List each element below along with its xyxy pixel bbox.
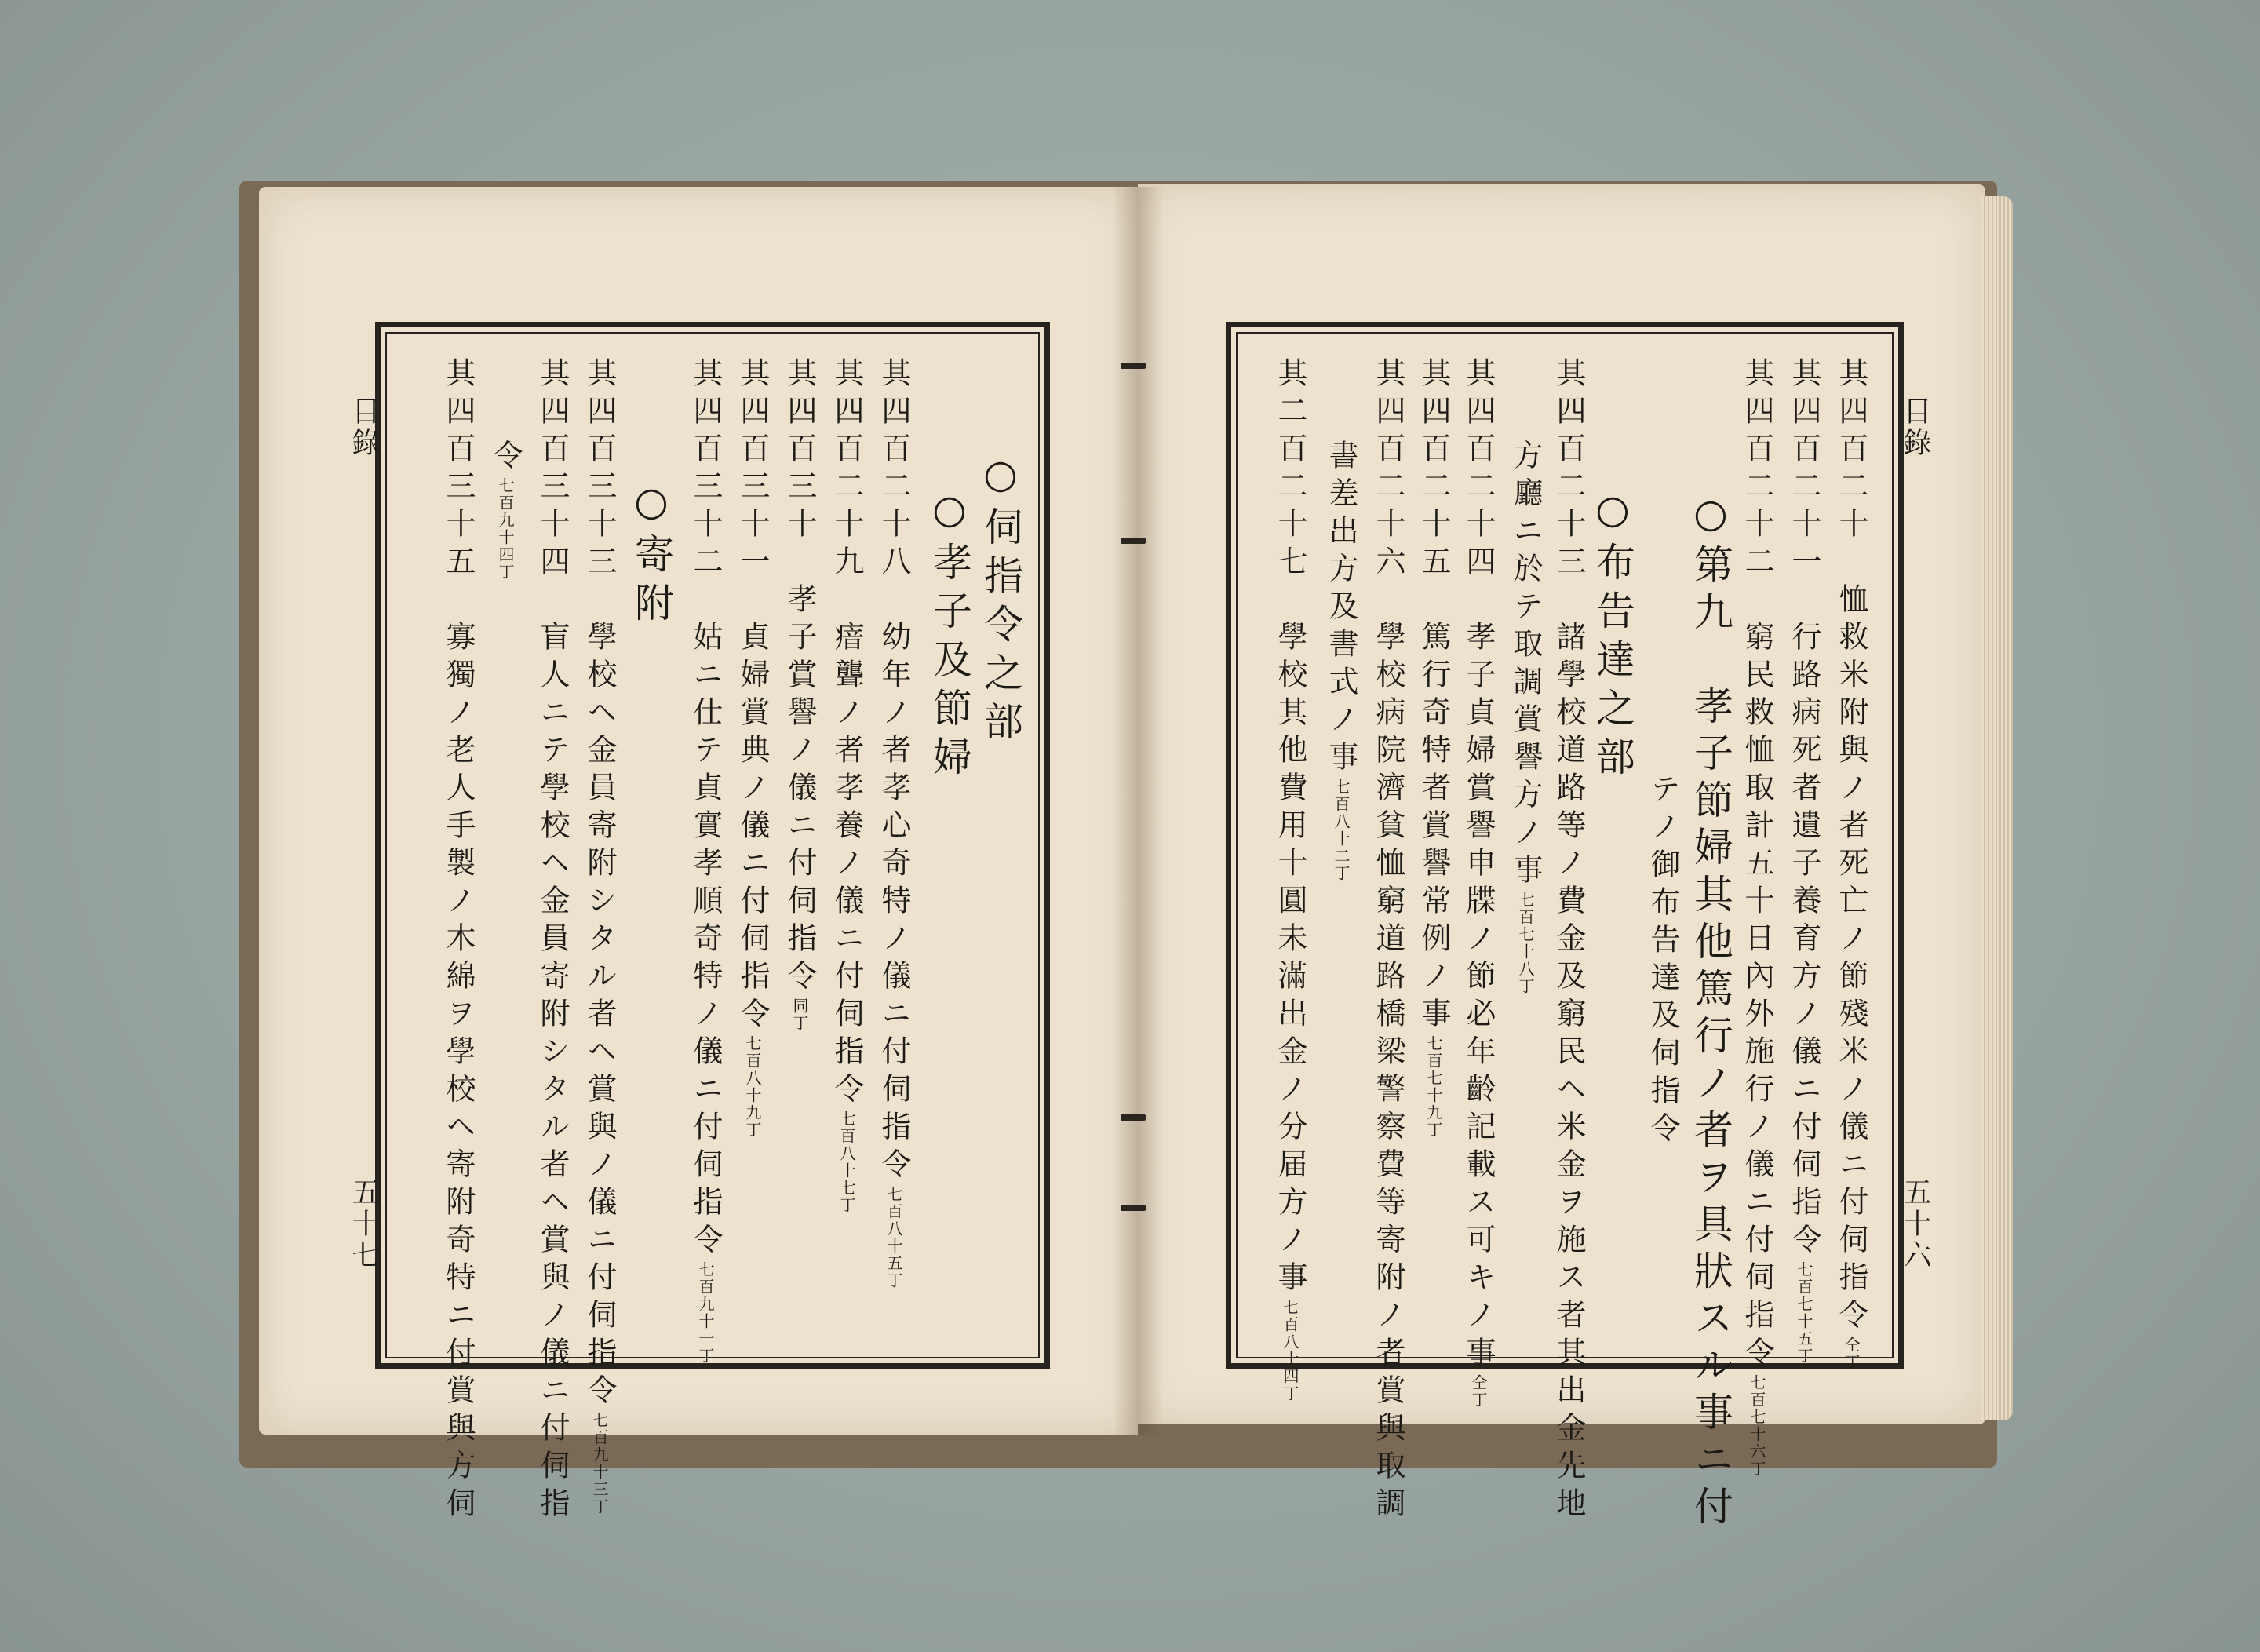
toc-entry: 其四百二十四 孝子貞婦賞譽申牒ノ節必年齡記載ス可キノ事仝丁: [1461, 357, 1496, 1409]
section-heading-continued: テノ御布告達及伺指令: [1646, 773, 1680, 1150]
subsection-heading: ○寄附: [629, 479, 674, 631]
toc-entry-continued: 方廳ニ於テ取調賞譽方ノ事七百七十八丁: [1508, 439, 1543, 995]
subsection-heading: ○孝子及節婦: [927, 487, 972, 785]
toc-entry: 其四百三十 孝子賞譽ノ儀ニ付伺指令同丁: [782, 357, 817, 1032]
toc-entry: 其四百三十四 盲人ニテ學校ヘ金員寄附シタル者ヘ賞與ノ儀ニ付伺指: [535, 357, 570, 1525]
toc-entry: 其四百二十五 篤行奇特者賞譽常例ノ事七百七十九丁: [1416, 357, 1451, 1139]
right-page-number: 五十六: [1899, 1177, 1931, 1271]
toc-entry: 其四百二十三 諸學校道路等ノ費金及窮民ヘ米金ヲ施ス者其出金先地: [1551, 357, 1586, 1525]
toc-entry: 其四百二十 恤救米附與ノ者死亡ノ節殘米ノ儀ニ付伺指令仝丁: [1834, 357, 1868, 1371]
toc-entry-continued: 書差出方及書式ノ事七百八十二丁: [1324, 439, 1358, 882]
toc-entry: 其四百二十六 學校病院濟貧恤窮道路橋梁警察費等寄附ノ者賞與取調: [1371, 357, 1405, 1525]
page-edges: [1981, 196, 2013, 1420]
binding-stitch: [1121, 1205, 1146, 1211]
binding-stitch: [1121, 363, 1146, 369]
book-gutter: [1113, 187, 1163, 1435]
toc-entry: 其二百二十七 學校其他費用十圓未滿出金ノ分届方ノ事七百八十四丁: [1273, 357, 1307, 1402]
toc-entry: 其四百三十五 寡獨ノ老人手製ノ木綿ヲ學校ヘ寄附奇特ニ付賞與方伺: [441, 357, 476, 1525]
left-header-title: 目錄: [348, 396, 380, 459]
toc-entry-continued: 令七百九十四丁: [488, 439, 523, 581]
section-heading: ○伺指令之部: [978, 451, 1023, 749]
toc-entry: 其四百二十八 幼年ノ者孝心奇特ノ儀ニ付伺指令七百八十五丁: [877, 357, 911, 1289]
subsection-heading: ○布告達之部: [1590, 487, 1635, 785]
toc-entry: 其四百二十九 瘖聾ノ者孝養ノ儀ニ付伺指令七百八十七丁: [829, 357, 864, 1214]
toc-entry: 其四百三十二 姑ニ仕テ貞實孝順奇特ノ儀ニ付伺指令七百九十一丁: [688, 357, 723, 1365]
binding-stitch: [1121, 538, 1146, 544]
toc-entry: 其四百三十三 學校ヘ金員寄附シタル者ヘ賞與ノ儀ニ付伺指令七百九十三丁: [582, 357, 617, 1515]
binding-stitch: [1121, 1114, 1146, 1121]
toc-entry: 其四百二十二 窮民救恤取計五十日內外施行ノ儀ニ付伺指令七百七十六丁: [1740, 357, 1774, 1478]
toc-entry: 其四百三十一 貞婦賞典ノ儀ニ付伺指令七百八十九丁: [735, 357, 770, 1139]
right-header-title: 目錄: [1899, 396, 1931, 459]
left-page-number: 五十七: [348, 1177, 380, 1271]
toc-entry: 其四百二十一 行路病死者遺子養育方ノ儀ニ付伺指令七百七十五丁: [1787, 357, 1821, 1365]
section-heading: ○第九 孝子節婦其他篤行ノ者ヲ具狀スル事ニ付: [1688, 490, 1733, 1533]
